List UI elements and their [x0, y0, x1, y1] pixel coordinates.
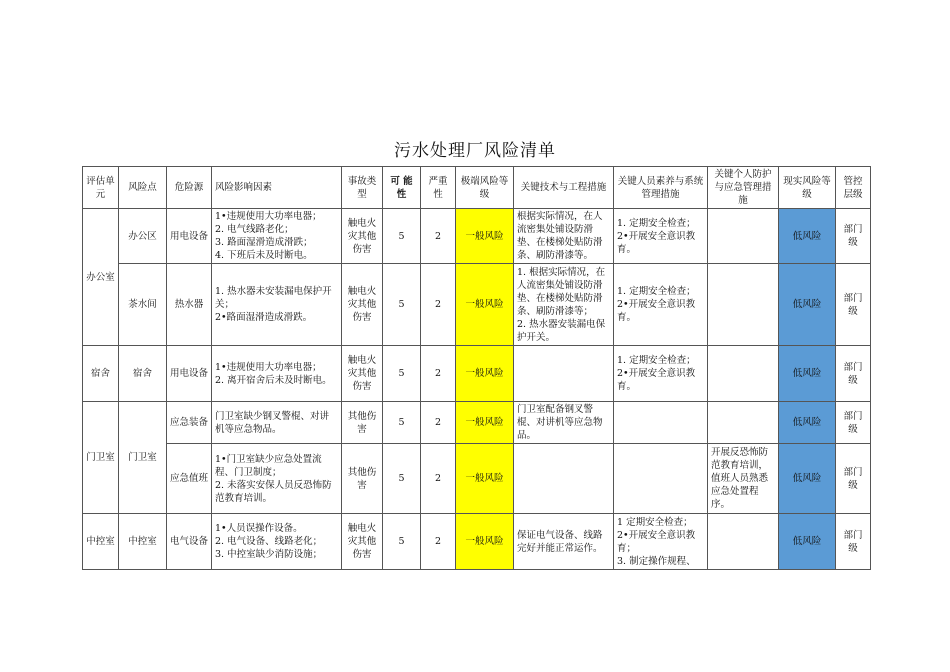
likelihood-cell: 5 — [383, 264, 421, 346]
actual-risk-cell: 低风险 — [779, 402, 836, 444]
personal-cell — [708, 346, 779, 402]
severity-cell: 2 — [421, 346, 456, 402]
actual-risk-cell: 低风险 — [779, 264, 836, 346]
personal-cell: 开展反恐怖防范教育培训，值班人员熟悉应急处置程序。 — [708, 444, 779, 514]
factors-cell: 1•人员误操作设备。 2. 电气设备、线路老化； 3. 中控室缺少消防设施； — [212, 514, 342, 570]
actual-risk-cell: 低风险 — [779, 444, 836, 514]
extreme-risk-cell: 一般风险 — [456, 514, 514, 570]
accident-cell: 触电火灾其他伤害 — [342, 346, 383, 402]
point-cell: 茶水间 — [119, 264, 167, 346]
unit-cell: 门卫室 — [83, 402, 119, 514]
header-cell: 风险点 — [119, 167, 167, 209]
personal-cell — [708, 264, 779, 346]
severity-cell: 2 — [421, 264, 456, 346]
control-cell: 部门级 — [836, 402, 871, 444]
control-cell: 部门级 — [836, 264, 871, 346]
table-row — [83, 402, 871, 444]
personal-cell — [708, 514, 779, 570]
likelihood-cell: 5 — [383, 402, 421, 444]
header-cell: 可 能性 — [383, 167, 421, 209]
table-row — [83, 264, 871, 346]
source-cell: 电气设备 — [167, 514, 212, 570]
personal-cell — [708, 402, 779, 444]
extreme-risk-cell: 一般风险 — [456, 346, 514, 402]
tech-cell: 根据实际情况，在人流密集处铺设防滑垫、在楼梯处贴防滑条、刷防滑漆等。 — [514, 209, 614, 264]
source-cell: 应急值班 — [167, 444, 212, 514]
mgmt-cell: 1. 定期安全检查； 2•开展安全意识教育。 — [614, 264, 708, 346]
extreme-risk-cell: 一般风险 — [456, 402, 514, 444]
point-cell: 门卫室 — [119, 402, 167, 514]
severity-cell: 2 — [421, 209, 456, 264]
accident-cell: 触电火灾其他伤害 — [342, 514, 383, 570]
unit-cell: 办公室 — [83, 209, 119, 346]
unit-cell: 中控室 — [83, 514, 119, 570]
table-row — [83, 209, 871, 264]
source-cell: 热水器 — [167, 264, 212, 346]
factors-cell: 1. 热水器未安装漏电保护开关； 2•路面湿滑造成滑跌。 — [212, 264, 342, 346]
tech-cell — [514, 444, 614, 514]
control-cell: 部门级 — [836, 346, 871, 402]
table-row — [83, 444, 871, 514]
header-cell: 评估单元 — [83, 167, 119, 209]
likelihood-cell: 5 — [383, 514, 421, 570]
header-cell: 危险源 — [167, 167, 212, 209]
header-cell: 风险影响因素 — [212, 167, 342, 209]
factors-cell: 1•门卫室缺少应急处置流程、门卫制度； 2. 未落实安保人员反恐怖防范教育培训。 — [212, 444, 342, 514]
actual-risk-cell: 低风险 — [779, 209, 836, 264]
tech-cell: 保证电气设备、线路完好并能正常运作。 — [514, 514, 614, 570]
accident-cell: 其他伤害 — [342, 402, 383, 444]
header-cell: 极端风险等级 — [456, 167, 514, 209]
factors-cell: 1•违规使用大功率电器； 2. 离开宿舍后未及时断电。 — [212, 346, 342, 402]
factors-cell: 1•违规使用大功率电器； 2. 电气线路老化； 3. 路面湿滑造成滑跌； 4. 下班后未及时断电。 — [212, 209, 342, 264]
page-title: 污水处理厂风险清单 — [394, 141, 556, 161]
mgmt-cell — [614, 402, 708, 444]
severity-cell: 2 — [421, 514, 456, 570]
table-row — [83, 346, 871, 402]
header-cell: 管控层级 — [836, 167, 871, 209]
mgmt-cell: 1 定期安全检查； 2•开展安全意识教育； 3. 制定操作规程、 — [614, 514, 708, 570]
header-cell: 事故类型 — [342, 167, 383, 209]
tech-cell: 1. 根据实际情况，在人流密集处铺设防滑垫、在楼梯处贴防滑条、刷防滑漆等； 2. 热水器安装漏电保护开关。 — [514, 264, 614, 346]
source-cell: 用电设备 — [167, 209, 212, 264]
control-cell: 部门级 — [836, 444, 871, 514]
accident-cell: 触电火灾其他伤害 — [342, 209, 383, 264]
header-cell: 关键人员素养与系统管理措施 — [614, 167, 708, 209]
tech-cell — [514, 346, 614, 402]
control-cell: 部门级 — [836, 514, 871, 570]
risk-table — [82, 166, 871, 570]
mgmt-cell: 1. 定期安全检查； 2•开展安全意识教育。 — [614, 209, 708, 264]
unit-cell: 宿舍 — [83, 346, 119, 402]
point-cell: 办公区 — [119, 209, 167, 264]
likelihood-cell: 5 — [383, 346, 421, 402]
source-cell: 应急装备 — [167, 402, 212, 444]
header-cell: 关键技术与工程措施 — [514, 167, 614, 209]
point-cell: 宿舍 — [119, 346, 167, 402]
source-cell: 用电设备 — [167, 346, 212, 402]
factors-cell: 门卫室缺少钢叉警棍、对讲机等应急物品。 — [212, 402, 342, 444]
mgmt-cell — [614, 444, 708, 514]
accident-cell: 其他伤害 — [342, 444, 383, 514]
header-cell: 现实风险等级 — [779, 167, 836, 209]
control-cell: 部门级 — [836, 209, 871, 264]
severity-cell: 2 — [421, 444, 456, 514]
tech-cell: 门卫室配备钢叉警棍、对讲机等应急物品。 — [514, 402, 614, 444]
extreme-risk-cell: 一般风险 — [456, 209, 514, 264]
personal-cell — [708, 209, 779, 264]
table-row — [83, 514, 871, 570]
header-row — [83, 167, 871, 209]
mgmt-cell: 1. 定期安全检查； 2•开展安全意识教育。 — [614, 346, 708, 402]
header-cell: 严重性 — [421, 167, 456, 209]
point-cell: 中控室 — [119, 514, 167, 570]
likelihood-cell: 5 — [383, 444, 421, 514]
accident-cell: 触电火灾其他伤害 — [342, 264, 383, 346]
extreme-risk-cell: 一般风险 — [456, 444, 514, 514]
actual-risk-cell: 低风险 — [779, 514, 836, 570]
actual-risk-cell: 低风险 — [779, 346, 836, 402]
severity-cell: 2 — [421, 402, 456, 444]
header-cell: 关键个人防护与应急管理措施 — [708, 167, 779, 209]
likelihood-cell: 5 — [383, 209, 421, 264]
extreme-risk-cell: 一般风险 — [456, 264, 514, 346]
